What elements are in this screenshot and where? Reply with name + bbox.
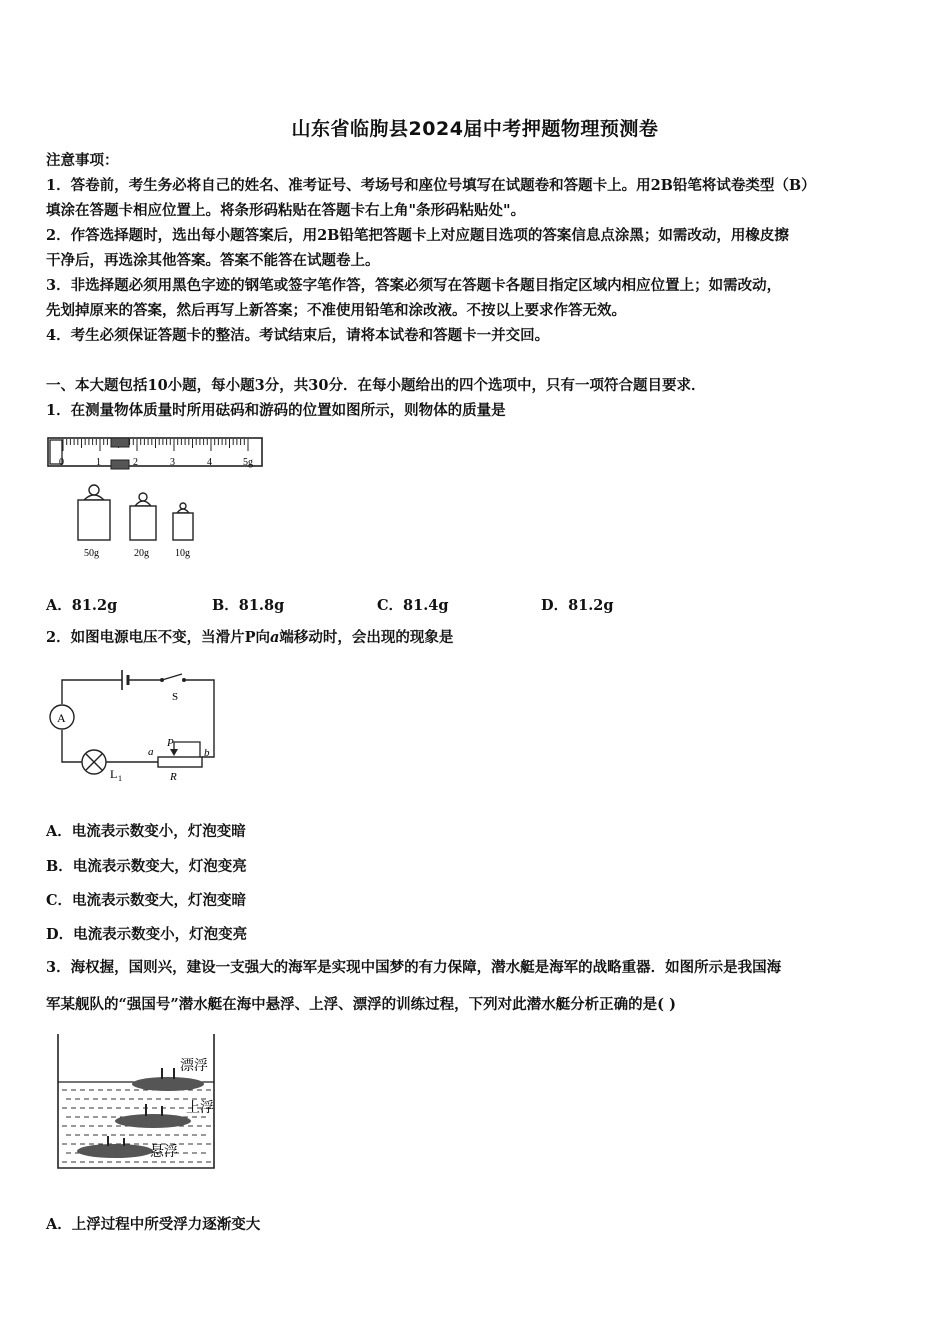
ruler-tick-label: 4 xyxy=(207,457,212,468)
submarine-floating xyxy=(132,1077,204,1091)
ruler-tick-label: 2 xyxy=(133,457,138,468)
notice-line: 1．答卷前，考生务必将自己的姓名、准考证号、考场号和座位号填写在试题卷和答题卡上。用2B铅笔将试卷类型（B） xyxy=(46,177,816,194)
switch-contact xyxy=(160,678,164,682)
weight-label: 10g xyxy=(175,548,190,559)
option-a[interactable]: A．上浮过程中所受浮力逐渐变大 xyxy=(46,1216,261,1233)
section-heading: 一、本大题包括10小题，每小题3分，共30分．在每小题给出的四个选项中，只有一项符合题目要求． xyxy=(46,377,706,394)
figure-label-floating: 漂浮 xyxy=(180,1059,208,1074)
notice-line: 3．非选择题必须用黑色字迹的钢笔或签字笔作答，答案必须写在答题卡各题目指定区域内相应位置上；如需改动， xyxy=(46,277,782,294)
submarine-figure xyxy=(52,1030,220,1175)
weight-10g xyxy=(173,503,193,540)
option-d[interactable]: D．电流表示数变小，灯泡变亮 xyxy=(46,926,248,943)
page-title: 山东省临朐县2024届中考押题物理预测卷 xyxy=(291,118,659,140)
circuit-diagram xyxy=(44,664,224,786)
ruler-tick-label: 1 xyxy=(96,457,101,468)
ammeter-label: A xyxy=(57,711,66,725)
notice-line: 4．考生必须保证答题卡的整洁。考试结束后，请将本试卷和答题卡一并交回。 xyxy=(46,327,550,344)
option-a[interactable]: A．81.2g xyxy=(46,597,118,614)
submarine-suspended xyxy=(77,1144,153,1158)
ruler-tick-label: 0 xyxy=(59,457,64,468)
switch-label: S xyxy=(172,691,179,703)
end-b-label: b xyxy=(204,747,210,759)
figure-label-rising: 上浮 xyxy=(186,1101,214,1116)
weight-50g xyxy=(78,485,110,540)
option-b[interactable]: B．81.8g xyxy=(212,597,285,614)
figure-label-suspended: 悬浮 xyxy=(150,1145,178,1160)
submarine-rising xyxy=(115,1114,191,1128)
notice-heading: 注意事项： xyxy=(46,152,119,169)
weight-label: 20g xyxy=(134,548,149,559)
question-3-stem-line: 3．海权握，国则兴，建设一支强大的海军是实现中国梦的有力保障，潜水艇是海军的战略重器．如图所示是我国海 xyxy=(46,959,782,976)
ruler-tick-label: 3 xyxy=(170,457,175,468)
ruler-tick-label: 5g xyxy=(243,457,253,468)
stem-text: 2．如图电源电压不变，当滑片P向 xyxy=(46,629,270,646)
rider-top xyxy=(111,438,129,447)
stem-text: 端移动时，会出现的现象是 xyxy=(279,629,454,646)
switch-contact xyxy=(182,678,186,682)
circuit-wires xyxy=(62,670,214,762)
weight-label: 50g xyxy=(84,548,99,559)
notice-line: 干净后，再选涂其他答案。答案不能答在试题卷上。 xyxy=(46,252,380,269)
option-c[interactable]: C．81.4g xyxy=(377,597,449,614)
question-2-stem xyxy=(46,625,453,650)
option-a[interactable]: A．电流表示数变小，灯泡变暗 xyxy=(46,823,246,840)
question-1-stem: 1．在测量物体质量时所用砝码和游码的位置如图所示，则物体的质量是 xyxy=(46,402,506,419)
rider-bottom xyxy=(111,460,129,469)
rheostat xyxy=(158,757,202,767)
option-d[interactable]: D．81.2g xyxy=(541,597,614,614)
question-3-stem-line: 军某舰队的“强国号”潜水艇在海中悬浮、上浮、漂浮的训练过程，下列对此潜水艇分析正确的是( ) xyxy=(46,996,676,1013)
slider-label: P xyxy=(167,737,174,749)
notice-line: 先划掉原来的答案，然后再写上新答案；不准使用铅笔和涂改液。不按以上要求作答无效。 xyxy=(46,302,626,319)
lamp-subscript: 1 xyxy=(118,774,122,783)
stem-variable: a xyxy=(270,629,280,646)
resistor-label: R xyxy=(170,771,177,783)
weight-20g xyxy=(130,493,156,540)
lamp-label: L xyxy=(110,767,118,781)
end-a-label: a xyxy=(148,746,154,758)
option-c[interactable]: C．电流表示数变大，灯泡变暗 xyxy=(46,892,247,909)
balance-figure xyxy=(44,432,274,562)
notice-line: 2．作答选择题时，选出每小题答案后，用2B铅笔把答题卡上对应题目选项的答案信息点涂黑；如需改动，用橡皮擦 xyxy=(46,227,789,244)
slider-arrow xyxy=(170,749,178,756)
notice-line: 填涂在答题卡相应位置上。将条形码粘贴在答题卡右上角"条形码粘贴处"。 xyxy=(46,202,526,219)
option-b[interactable]: B．电流表示数变大，灯泡变亮 xyxy=(46,858,247,875)
